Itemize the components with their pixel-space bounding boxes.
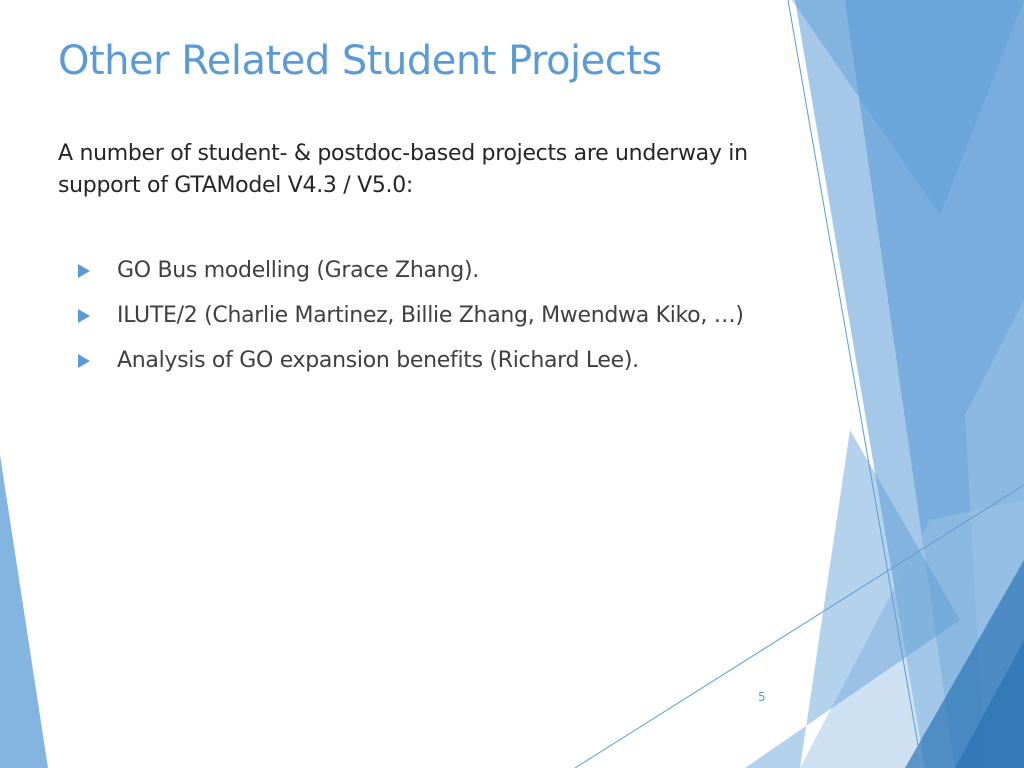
triangle-right-icon bbox=[78, 264, 90, 278]
list-item bbox=[78, 338, 744, 383]
bullet-text: ILUTE/2 (Charlie Martinez, Billie Zhang, Mwendwa Kiko, …) bbox=[117, 303, 744, 328]
project-bullet-list bbox=[78, 248, 744, 383]
left-edge-shape bbox=[0, 455, 48, 768]
bullet-text: Analysis of GO expansion benefits (Richard Lee). bbox=[117, 348, 639, 373]
bullet-text: GO Bus modelling (Grace Zhang). bbox=[117, 258, 479, 283]
slide-number: 5 bbox=[758, 690, 766, 704]
page-title: Other Related Student Projects bbox=[58, 38, 662, 84]
list-item bbox=[78, 293, 744, 338]
triangle-right-icon bbox=[78, 309, 90, 323]
triangle-right-icon bbox=[78, 354, 90, 368]
intro-paragraph: A number of student- & postdoc-based projects are underway in support of GTAModel V4.3 / V5.0: bbox=[58, 141, 748, 198]
list-item bbox=[78, 248, 744, 293]
